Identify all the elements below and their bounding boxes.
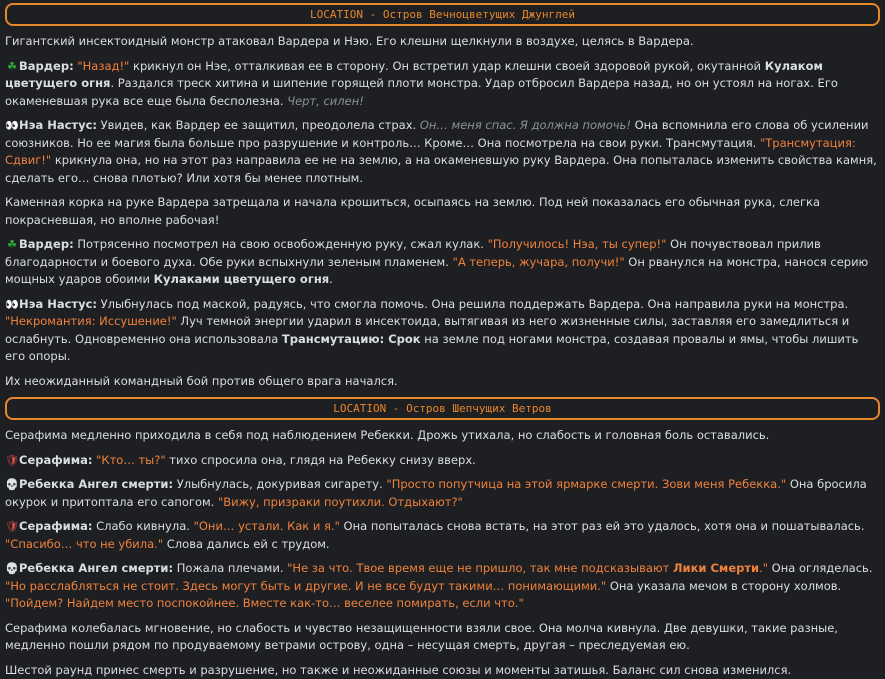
message-serafima-2 [5,518,880,553]
speech-quote: "Но расслабляться не стоит. Здесь могут быть и другие. И не все будут такими… понимающими." [5,579,606,593]
message-rebekka-1 [5,476,880,511]
message-text: Она указала мечом в сторону холмов. [606,579,841,593]
speaker-name: Ребекка Ангел смерти: [19,477,173,491]
speech-quote: "Назад!" [77,59,129,73]
narration-6: Шестой раунд принес смерть и разрушение, но также и неожиданные союзы и моменты затишья. Баланс сил снова изменился. [5,662,880,679]
speaker-name: Вардер: [19,59,74,73]
skill-name: Трансмутацию: Срок [282,332,421,346]
message-serafima-1 [5,452,880,470]
message-text: Пожала плечами. [173,561,287,575]
narration-4: Серафима медленно приходила в себя под наблюдением Ребекки. Дрожь утихала, но слабость и головная боль оставались. [5,427,880,445]
narration-5: Серафима колебалась мгновение, но слабость и чувство незащищенности взяли свое. Она молча кивнула. Две девушки, такие разные, медленно пошли рядом по продуваемому ветрами острову, одна – несущая смерть, другая – преследуемая ею. [5,620,880,655]
speech-quote: "Получилось! Нэа, ты супер!" [488,237,667,251]
message-text: крикнула она, но на этот раз направила ее не на землю, а на окаменевшую руку Вардера. Она попыталась изменить свойства камня, сделать его… снова плотью? Или хотя бы менее плотным. [5,153,877,185]
message-nea-2 [5,296,880,366]
message-text: Он рванулся на монстра, нанося серию мощных ударов обоими [5,255,868,287]
message-text: Она попыталась снова встать, на этот раз ей это удалось, хотя она и пошатывалась. [340,519,865,533]
skill-name: Кулаком цветущего огня [5,59,823,91]
message-nea-1 [5,117,880,187]
message-varder-1 [5,58,880,111]
message-text: Луч темной энергии ударил в инсектоида, вытягивая из него жизненные силы, заставляя его замедлиться и ослабнуть. Одновременно она использовала [5,314,849,346]
clover-icon: ☘ [5,236,19,254]
message-text: на земле под ногами монстра, создавая провалы и ямы, чтобы лишить его опоры. [5,332,858,364]
message-text: Слова дались ей с трудом. [163,537,329,551]
speech-quote: "Кто… ты?" [96,453,166,467]
speech-quote: "Пойдем? Найдем место поспокойнее. Вместе как-то… веселее помирать, если что." [5,596,524,610]
message-text: Потрясенно посмотрел на свою освобожденную руку, сжал кулак. [74,237,488,251]
clover-icon: ☘ [5,58,19,76]
speaker-name: Серафима: [19,453,92,467]
location-header-winds: LOCATION - Остров Шепчущих Ветров [5,397,880,420]
skill-name: Лики Смерти [673,561,759,575]
speaker-name: Нэа Настус: [19,297,97,311]
speaker-name: Ребекка Ангел смерти: [19,561,173,575]
speech-quote: "Некромантия: Иссушение!" [5,314,177,328]
speech-quote: "Вижу, призраки поутихли. Отдыхают?" [218,495,463,509]
speech-quote: "Они… устали. Как и я." [194,519,340,533]
narration-1: Гигантский инсектоидный монстр атаковал Вардера и Нэю. Его клешни щелкнули в воздухе, целясь в Вардера. [5,33,880,51]
shield-icon: 🛡 [5,518,19,536]
speaker-name: Серафима: [19,519,92,533]
shield-icon: 🛡 [5,452,19,470]
location-header-jungle: LOCATION - Остров Вечноцветущих Джунглей [5,3,880,26]
thought-text: Черт, силен! [287,94,364,108]
speech-quote: ." [759,561,768,575]
message-text: Она огляделась. [768,561,872,575]
message-text: Улыбнулась под маской, радуясь, что смогла помочь. Она решила поддержать Вардера. Она направила руки на монстра. [97,297,848,311]
message-text: тихо спросила она, глядя на Ребекку снизу вверх. [166,453,476,467]
speech-quote: "Не за что. Твое время еще не пришло, так мне подсказывают [287,561,673,575]
message-text: Слабо кивнула. [92,519,193,533]
narration-2: Каменная корка на руке Вардера затрещала и начала крошиться, осыпаясь на землю. Под ней показалась его обычная рука, слегка покрасневшая, но вполне рабочая! [5,194,880,229]
thought-text: Он… меня спас. Я должна помочь! [420,118,631,132]
message-text: Улыбнулась, докуривая сигарету. [173,477,386,491]
narration-3: Их неожиданный командный бой против общего врага начался. [5,373,880,391]
message-text: Увидев, как Вардер ее защитил, преодолела страх. [97,118,420,132]
eyes-icon: 👀 [5,117,19,135]
message-text: Она бросила окурок и притоптала его сапогом. [5,477,867,509]
skill-name: Кулаками цветущего огня [154,272,330,286]
eyes-icon: 👀 [5,296,19,314]
speech-quote: "Спасибо… что не убила." [5,537,163,551]
message-text: . Раздался треск хитина и шипение горящей плоти монстра. Удар отбросил Вардера назад, но он устоял на ногах. Его окаменевшая рука все еще была бесполезна. [5,76,838,108]
message-text: Он почувствовал прилив благодарности и боевого духа. Обе руки вспыхнули зеленым пламенем. [5,237,821,269]
message-text: крикнул он Нэе, отталкивая ее в сторону. Он встретил удар клешни своей здоровой рукой, окутанной [129,59,764,73]
message-text: . [329,272,333,286]
speaker-name: Вардер: [19,237,74,251]
skull-icon: 💀 [5,476,19,494]
speaker-name: Нэа Настус: [19,118,97,132]
message-varder-2 [5,236,880,289]
message-rebekka-2 [5,560,880,613]
speech-quote: "Просто попутчица на этой ярмарке смерти. Зови меня Ребекка." [386,477,786,491]
speech-quote: "А теперь, жучара, получи!" [453,255,625,269]
speech-quote: "Трансмутация: Сдвиг!" [5,136,856,168]
message-text: Она вспомнила его слова об усилении союзников. Но ее магия была больше про разрушение и контроль… Кроме… Она посмотрела на свои руки. Трансмутация. [5,118,869,150]
skull-icon: 💀 [5,560,19,578]
